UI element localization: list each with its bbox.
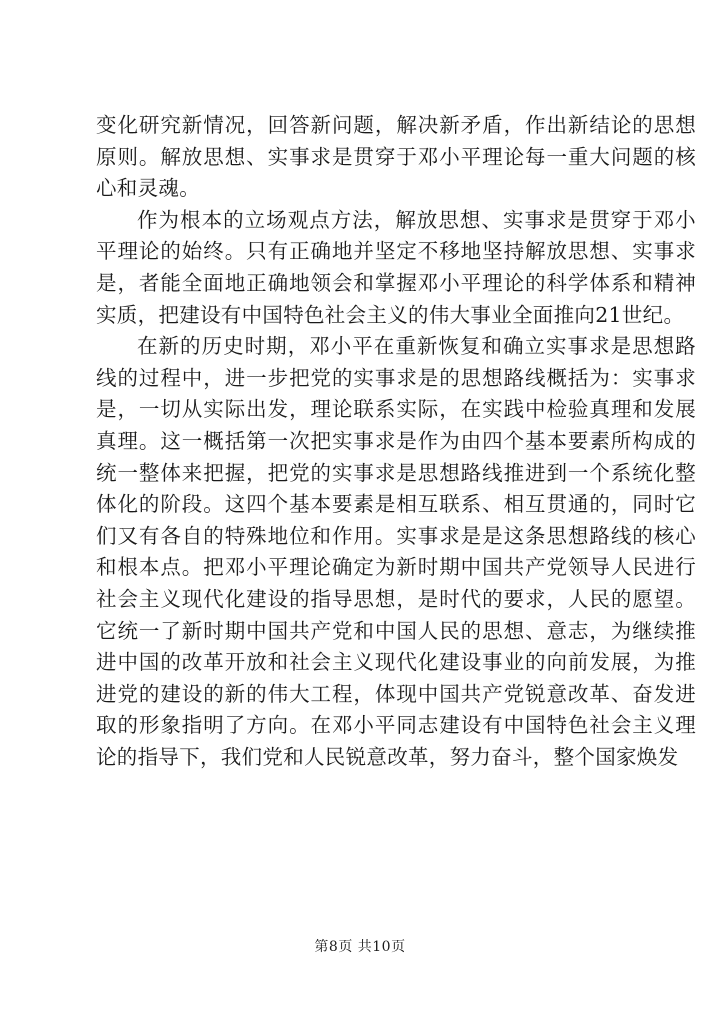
body-text bbox=[96, 110, 696, 773]
paragraph-3: 在新的历史时期，邓小平在重新恢复和确立实事求是思想路线的过程中，进一步把党的实事求是的思想路线概括为：实事求是，一切从实际出发，理论联系实际，在实践中检验真理和发展真理。这一概括第一次把实事求是作为由四个基本要素所构成的统一整体来把握，把党的实事求是思想路线推进到一个系统化整体化的阶段。这四个基本要素是相互联系、相互贯通的，同时它们又有各自的特殊地位和作用。实事求是是这条思想路线的核心和根本点。把邓小平理论确定为新时期中国共产党领导人民进行社会主义现代化建设的指导思想，是时代的要求，人民的愿望。它统一了新时期中国共产党和中国人民的思想、意志，为继续推进中国的改革开放和社会主义现代化建设事业的向前发展，为推进党的建设的新的伟大工程，体现中国共产党锐意改革、奋发进取的形象指明了方向。在邓小平同志建设有中国特色社会主义理论的指导下，我们党和人民锐意改革，努力奋斗，整个国家焕发 bbox=[96, 334, 696, 769]
page-number-footer: 第8页 共10页 bbox=[314, 939, 406, 955]
paragraph-2: 作为根本的立场观点方法，解放思想、实事求是贯穿于邓小平理论的始终。只有正确地并坚定不移地坚持解放思想、实事求是，者能全面地正确地领会和掌握邓小平理论的科学体系和精神实质，把建设有中国特色社会主义的伟大事业全面推向21世纪。 bbox=[96, 207, 696, 327]
paragraph-1: 变化研究新情况，回答新问题，解决新矛盾，作出新结论的思想原则。解放思想、实事求是贯穿于邓小平理论每一重大问题的核心和灵魂。 bbox=[96, 113, 696, 201]
